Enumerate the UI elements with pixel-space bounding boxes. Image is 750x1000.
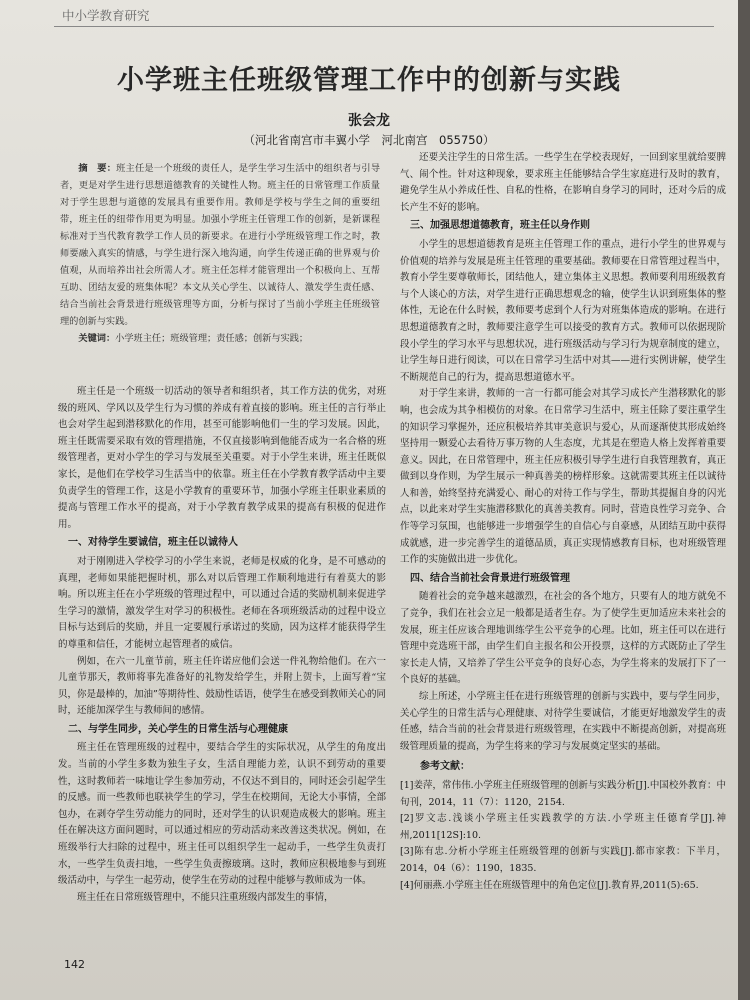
section-heading-3: 三、加强思想道德教育，班主任以身作则	[410, 220, 590, 232]
body-paragraph: 综上所述，小学班主任在进行班级管理的创新与实践中，要与学生同步，关心学生的日常生活与心理健康、对待学生要诚信，才能更好地激发学生的责任感，结合当前的社会背景进行班级管理，在实践中不断提高创新，对提高班级管理质量的提高，为学生将来的学习与发展奠定坚实的基础。	[400, 691, 726, 752]
body-paragraph: 对于学生来讲，教师的一言一行都可能会对其学习成长产生潜移默化的影响，也会成为其争相模仿的对象。在日常学习生活中，班主任除了要注重学生的知识学习掌握外，还应积极培养其审美意识与爱心，从而逐渐使其形成始终坚持用一颗爱心去看待万事万物的人生态度，尤其是在塑造人格上发挥着重要意义。因此，在日常管理中，班主任应积极引导学生进行自我管理教育，真正做到以身作则，为学生展示一种真善美的榜样形象。这就需要其班主任以诚待人和善，始终坚持充满爱心、耐心的对待工作与学生，帮助其提掘自身的闪光点，以此来对学生实施潜移默化的真善美教育。同时，营造良性学习竞争、合作等学习氛围，也能够进一步增强学生的自信心与自豪感，从团结互助中获得成就感，进一步完善学生的道德品质，真正实现情感教育目标，也对班级管理工作的实施做出进一步优化。	[400, 388, 726, 566]
keywords-label: 关键词：	[78, 333, 116, 344]
section-heading-2: 二、与学生同步，关心学生的日常生活与心理健康	[68, 723, 288, 735]
keywords-line	[60, 330, 380, 347]
article-author: 张会龙	[348, 113, 390, 129]
left-column	[58, 384, 386, 906]
section-heading-1: 一、对待学生要诚信，班主任以诚待人	[68, 537, 238, 549]
section-heading-4: 四、结合当前社会背景进行班级管理	[410, 572, 570, 584]
keywords-text: 小学班主任；班级管理；责任感；创新与实践；	[115, 333, 309, 344]
intro-paragraph: 班主任是一个班级一切活动的领导者和组织者，其工作方法的优劣，对班级的班风、学风以及学生行为习惯的养成有着直接的影响。班主任的言行举止也会对学生起到潜移默化的作用，甚至可能影响他们一生的学习发展。因此，班主任既需要采取有效的管理措施，不仅直接影响到他能否成为一名合格的班级管理者，更对小学生的学习与发展至关重要。对于小学生来讲，班主任既似家长，是他们在学校学习生活当中的依靠。班主任在小学教育教学活动中主要负责学生的管理工作，这是小学教育的重要环节，加强小学班主任职业素质的提高与管理工作水平的提高，对于小学教育教学成果的提高有积极的促进作用。	[58, 386, 386, 530]
reference-item: [4]何丽燕.小学班主任在班级管理中的角色定位[J].教育界,2011(5):65.	[400, 879, 699, 891]
page-number: 142	[64, 958, 85, 971]
body-paragraph: 对于刚刚进入学校学习的小学生来说，老师是权威的化身，是不可感动的真理，老师如果能把握时机，那么对以后管理工作顺利地进行有着莫大的影响。所以班主任在小学班级的管理过程中，可以通过合适的奖励机制来促进学生学习的激情，激发学生对学习的积极性。老师在各项班级活动的过程中设立目标与达到后的奖励，并且一定要履行承诺过的奖励，因为这样才能获得学生的尊重和信任，才能树立起管理者的威信。	[58, 555, 386, 650]
author-affiliation: （河北省南宫市丰翼小学 河北南宫 055750）	[243, 133, 495, 147]
body-paragraph: 还要关注学生的日常生活。一些学生在学校表现好，一回到家里就给要脾气、闹个性。针对这种现象，要求班主任能够结合学生家庭进行及时的教育，避免学生从小养成任性、自私的性格，在影响自身学习的同时，还对今后的成长产生不好的影响。	[400, 152, 726, 213]
body-paragraph: 随着社会的竞争越来越激烈，在社会的各个地方，只要有人的地方就免不了竞争，我们在社会立足一般都是适者生存。为了使学生更加适应未来社会的发展，班主任应该合理地训练学生公平竞争的心理。比如，班主任可以在进行管理中竞选班干部，由学生们自主报名和公开投票，这样的方式既防止了学生家长走人情，又培养了学生公平竞争的良好心态，为学生将来的发展打下了一个良好的基础。	[400, 591, 726, 686]
body-paragraph: 班主任在日常班级管理中，不能只注重班级内部发生的事情，	[77, 891, 334, 903]
header-rule	[54, 26, 714, 27]
right-column	[400, 150, 726, 894]
abstract-block	[60, 160, 380, 347]
reference-item: [2]罗文志.浅谈小学班主任实践教学的方法.小学班主任德育学[J].神州,2011[12S]:10.	[400, 813, 726, 841]
article-title: 小学班主任班级管理工作中的创新与实践	[117, 65, 621, 96]
body-paragraph: 小学生的思想道德教育是班主任管理工作的重点，进行小学生的世界观与价值观的培养与发展是班主任管理的重要基础。教师要在日常管理过程当中，教育小学生要尊敬师长，团结他人，建立集体主义思想。教师要利用班级教育与个人谈心的方法，对学生进行正确思想观念的输，使学生认识到班集体的整体性，无论在什么时候，教师要考虑到个人行为对班集体造成的影响。在进行思想道德教育之时，教师要注意学生可以接受的教育方式。教师可以依据现阶段小学生的学习水平与思想状况，进行班级活动与学习行为规章制度的建立，让学生每日进行阅读，可以在日常学习生活中对其——进行实例讲解，使学生不断规范自己的行为，提高思想道德水平。	[400, 238, 726, 383]
references-title: 参考文献：	[420, 761, 470, 773]
journal-name: 中小学教育研究	[62, 8, 150, 23]
reference-item: [3]陈有忠.分析小学班主任班级管理的创新与实践[J].都市家教：下半月，2014，04（6）：1190，1835.	[400, 846, 726, 874]
reference-item: [1]姜萍，常伟伟.小学班主任班级管理的创新与实践分析[J].中国校外教育：中旬刊，2014，11（7）：1120，2154.	[400, 779, 726, 808]
abstract-label: 摘 要：	[78, 163, 117, 174]
abstract-paragraph	[60, 160, 380, 330]
abstract-text: 班主任是一个班级的责任人，是学生学习生活中的组织者与引导者，更是对学生进行思想道德教育的关键性人物。班主任的日常管理工作质量对于学生思想与道德的发展具有重要作用。教师是学校与学生之间的重要纽带，班主任的纽带作用更为明显。加强小学班主任管理工作的创新，是新课程标准对于当代教育教学工作人员的新要求。在进行小学班级管理工作之时，教师要融入真实的情感，与学生进行深入地沟通，向学生传递正确的世界观与价值观，从而培养出社会所需人才。班主任怎样才能管理出一个积极向上、互帮互助、团结友爱的班集体呢？本文从关心学生、以诚待人、激发学生责任感、结合当前社会背景进行班级管理等方面，分析与探讨了当前小学班主任班级管理的创新与实践。	[60, 163, 381, 327]
body-paragraph: 例如，在六一儿童节前，班主任许诺应他们会送一件礼物给他们。在六一儿童节那天，教师将事先准备好的礼物发给学生，并附上贺卡，上面写着“宝贝，你是最棒的，加油”等期待性、鼓励性话语，使学生在感受到教师关心的同时，还能加深学生与教师间的感情。	[58, 655, 386, 717]
body-paragraph: 班主任在管理班级的过程中，要结合学生的实际状况，从学生的角度出发。当前的小学生多数为独生子女，生活自理能力差，认识不到劳动的重要性，这时教师若一味地让学生参加劳动，不仅达不到目的，同时还会引起学生的反感。而一些教师也联袂学生的学习，学生在校期间，无论大小事情，全部包办，在剥夺学生劳动能力的同时，还对学生的认识观造成极大的影响。班主任在解决这方面问题时，可以通过相应的劳动活动来改善这类状况。例如，在班级举行大扫除的过程中，班主任可以组织学生一起动手，一些学生负责打水，一些学生负责扫地，一些学生负责擦玻璃。这时，教师应积极地参与到班级活动中，与学生一起劳动，使学生在劳动的过程中能够与教师成为一体。	[58, 742, 386, 887]
